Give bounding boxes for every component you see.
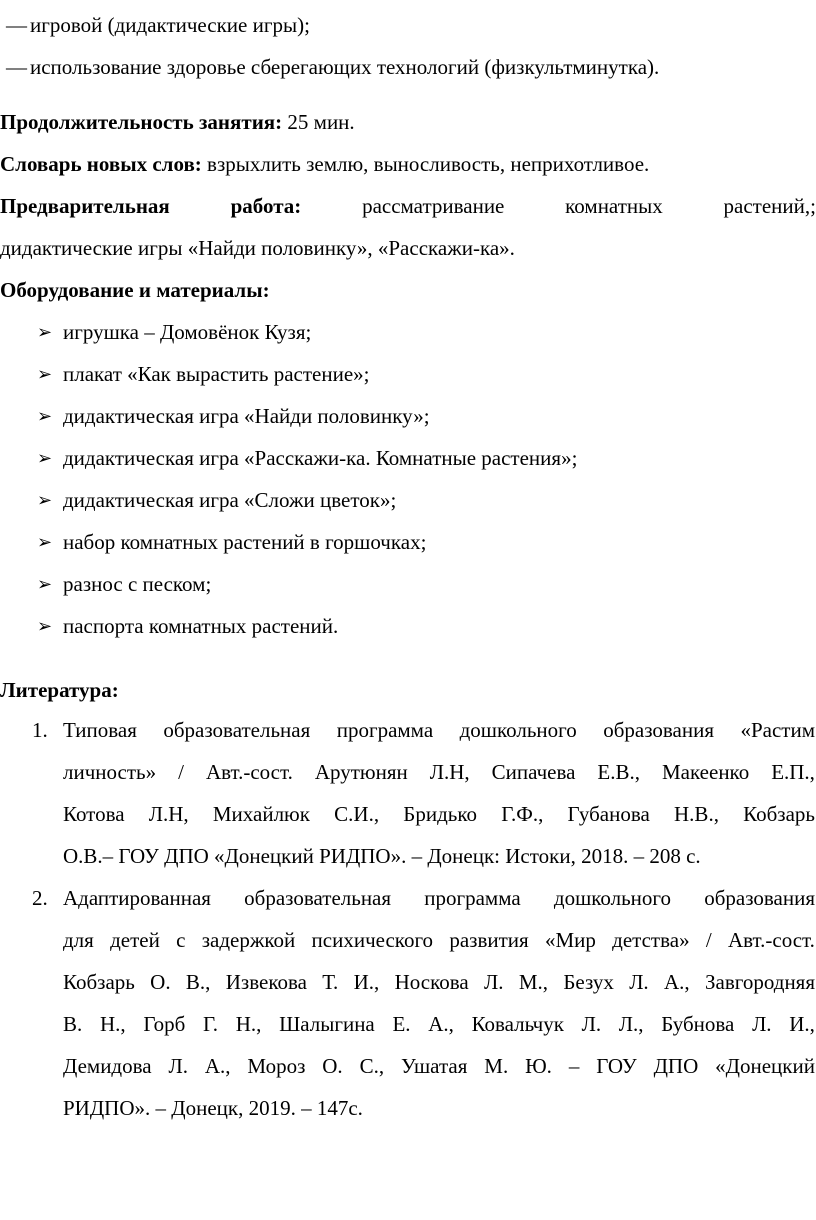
reference-word: / xyxy=(705,928,712,952)
reference-line xyxy=(63,969,815,995)
reference-word: Сипачева xyxy=(491,760,576,784)
dash-mark: — xyxy=(6,55,27,79)
reference-word: Е.В., xyxy=(597,760,641,784)
arrow-bullet-icon: ➢ xyxy=(37,490,53,510)
reference-word: программа xyxy=(336,718,434,742)
reference-word: Ковальчук xyxy=(471,1012,564,1036)
method-item xyxy=(6,12,816,38)
reference-word: дошкольного xyxy=(553,886,671,910)
equipment-item-text: дидактическая игра «Сложи цветок»; xyxy=(63,488,397,512)
reference-word: Авт.-сост. xyxy=(205,760,293,784)
arrow-bullet-icon: ➢ xyxy=(37,532,53,552)
reference-word: детей xyxy=(110,928,160,952)
equipment-item xyxy=(37,529,807,555)
arrow-bullet-icon: ➢ xyxy=(37,322,53,342)
reference-word: Ю. xyxy=(525,1054,552,1078)
reference-word: С.И., xyxy=(334,802,380,826)
equipment-item-text: игрушка – Домовёнок Кузя; xyxy=(63,320,312,344)
reference-word: Безух xyxy=(563,970,614,994)
reference-word: образования xyxy=(704,886,815,910)
reference-word: образовательная xyxy=(244,886,392,910)
preliminary-text: дидактические игры «Найди половинку», «Расскажи-ка». xyxy=(0,236,515,260)
vocabulary-value: взрыхлить землю, выносливость, неприхотливое. xyxy=(201,152,650,176)
reference-word: Л. xyxy=(484,970,504,994)
preliminary-word: комнатных xyxy=(565,194,663,218)
equipment-item xyxy=(37,613,807,639)
preliminary-label-word: работа: xyxy=(230,194,302,218)
duration-paragraph xyxy=(0,109,816,135)
reference-word: О. xyxy=(150,970,171,994)
reference-word: А., xyxy=(428,1012,454,1036)
dash-mark: — xyxy=(6,13,27,37)
vocabulary-paragraph xyxy=(0,151,816,177)
preliminary-word: рассматривание xyxy=(362,194,505,218)
reference-word: Котова xyxy=(63,802,125,826)
reference-word: Н.В., xyxy=(674,802,719,826)
reference-word: ДПО xyxy=(653,1054,699,1078)
reference-word: Горб xyxy=(143,1012,186,1036)
reference-word: – xyxy=(568,1054,580,1078)
reference-line xyxy=(63,801,815,827)
reference-word: И., xyxy=(353,970,380,994)
equipment-item xyxy=(37,403,807,429)
reference-word: В. xyxy=(63,1012,83,1036)
equipment-item-text: дидактическая игра «Найди половинку»; xyxy=(63,404,430,428)
reference-word: Г.Ф., xyxy=(501,802,544,826)
reference-word: И., xyxy=(789,1012,815,1036)
arrow-bullet-icon: ➢ xyxy=(37,616,53,636)
preliminary-word: растений,; xyxy=(723,194,816,218)
reference-word: с xyxy=(176,928,186,952)
equipment-item-text: набор комнатных растений в горшочках; xyxy=(63,530,427,554)
reference-word: развития xyxy=(449,928,529,952)
reference-word: задержкой xyxy=(201,928,296,952)
reference-line xyxy=(63,885,815,911)
reference-word: Л. xyxy=(168,1054,188,1078)
reference-word: личность» xyxy=(63,760,157,784)
equipment-item-text: плакат «Как вырастить растение»; xyxy=(63,362,370,386)
reference-line xyxy=(63,1053,815,1079)
arrow-bullet-icon: ➢ xyxy=(37,406,53,426)
reference-word: Завгородняя xyxy=(705,970,815,994)
duration-value: 25 мин. xyxy=(282,110,355,134)
reference-word: Макеенко xyxy=(662,760,750,784)
equipment-title: Оборудование и материалы: xyxy=(0,278,270,302)
reference-line xyxy=(63,1095,815,1121)
reference-word: М., xyxy=(518,970,549,994)
reference-word: О. xyxy=(322,1054,343,1078)
equipment-item xyxy=(37,445,807,471)
arrow-bullet-icon: ➢ xyxy=(37,364,53,384)
reference-word: психического xyxy=(311,928,434,952)
preliminary-label-word: Предварительная xyxy=(0,194,170,218)
reference-word: образовательная xyxy=(163,718,311,742)
reference-word: ГОУ xyxy=(596,1054,637,1078)
reference-word: образования xyxy=(603,718,714,742)
reference-word: Н., xyxy=(235,1012,262,1036)
method-text: использование здоровье сберегающих технологий (физкультминутка). xyxy=(30,55,660,79)
reference-word: дошкольного xyxy=(459,718,577,742)
reference-word: Г. xyxy=(202,1012,219,1036)
reference-word: Л., xyxy=(618,1012,644,1036)
reference-word: «Донецкий xyxy=(715,1054,815,1078)
equipment-item xyxy=(37,319,807,345)
duration-label: Продолжительность занятия: xyxy=(0,110,283,134)
reference-word: Л. xyxy=(581,1012,602,1036)
equipment-item-text: разнос с песком; xyxy=(63,572,212,596)
reference-word: Кобзарь xyxy=(743,802,815,826)
reference-word: детства» xyxy=(612,928,690,952)
arrow-bullet-icon: ➢ xyxy=(37,448,53,468)
arrow-bullet-icon: ➢ xyxy=(37,574,53,594)
reference-word: М. xyxy=(484,1054,509,1078)
reference-word: Мороз xyxy=(247,1054,306,1078)
reference-word: Кобзарь xyxy=(63,970,135,994)
reference-text: О.В.– ГОУ ДПО «Донецкий РИДПО». – Донецк: Истоки, 2018. – 208 с. xyxy=(63,844,701,868)
equipment-item-text: паспорта комнатных растений. xyxy=(63,614,339,638)
reference-word: В., xyxy=(185,970,211,994)
reference-word: / xyxy=(178,760,184,784)
equipment-item xyxy=(37,487,807,513)
literature-title: Литература: xyxy=(0,678,119,702)
reference-word: Л. xyxy=(629,970,649,994)
reference-number: 2. xyxy=(32,886,48,910)
reference-word: Л. xyxy=(752,1012,772,1036)
reference-word: Бридько xyxy=(403,802,477,826)
reference-word: программа xyxy=(424,886,521,910)
reference-word: «Мир xyxy=(544,928,596,952)
reference-line xyxy=(63,927,815,953)
vocabulary-label: Словарь новых слов: xyxy=(0,152,202,176)
reference-line xyxy=(63,717,815,743)
reference-word: Н., xyxy=(99,1012,126,1036)
method-item xyxy=(6,54,816,80)
reference-word: А., xyxy=(664,970,690,994)
reference-text: РИДПО». – Донецк, 2019. – 147с. xyxy=(63,1096,363,1120)
reference-word: Л.Н, xyxy=(429,760,470,784)
reference-word: Извекова xyxy=(225,970,307,994)
reference-word: Типовая xyxy=(63,718,137,742)
reference-word: Бубнова xyxy=(661,1012,735,1036)
reference-word: С., xyxy=(359,1054,385,1078)
reference-line xyxy=(63,1011,815,1037)
reference-word: Носкова xyxy=(394,970,469,994)
reference-word: Ушатая xyxy=(400,1054,468,1078)
reference-word: Е.П., xyxy=(771,760,815,784)
reference-word: Т. xyxy=(322,970,339,994)
reference-word: Авт.-сост. xyxy=(727,928,815,952)
reference-word: Арутюнян xyxy=(314,760,408,784)
reference-word: А., xyxy=(204,1054,231,1078)
reference-word: Губанова xyxy=(567,802,650,826)
reference-word: для xyxy=(63,928,94,952)
equipment-item-text: дидактическая игра «Расскажи-ка. Комнатные растения»; xyxy=(63,446,578,470)
reference-word: «Растим xyxy=(740,718,815,742)
reference-word: Михайлюк xyxy=(212,802,310,826)
reference-word: Е. xyxy=(392,1012,411,1036)
reference-number: 1. xyxy=(32,718,48,742)
equipment-item xyxy=(37,571,807,597)
reference-word: Шалыгина xyxy=(279,1012,375,1036)
reference-word: Л.Н, xyxy=(148,802,189,826)
method-text: игровой (дидактические игры); xyxy=(30,13,310,37)
preliminary-paragraph-line xyxy=(0,235,816,261)
reference-line xyxy=(63,759,815,785)
equipment-item xyxy=(37,361,807,387)
reference-line xyxy=(63,843,815,869)
reference-word: Адаптированная xyxy=(63,886,211,910)
preliminary-paragraph-line xyxy=(0,193,816,219)
reference-word: Демидова xyxy=(63,1054,152,1078)
